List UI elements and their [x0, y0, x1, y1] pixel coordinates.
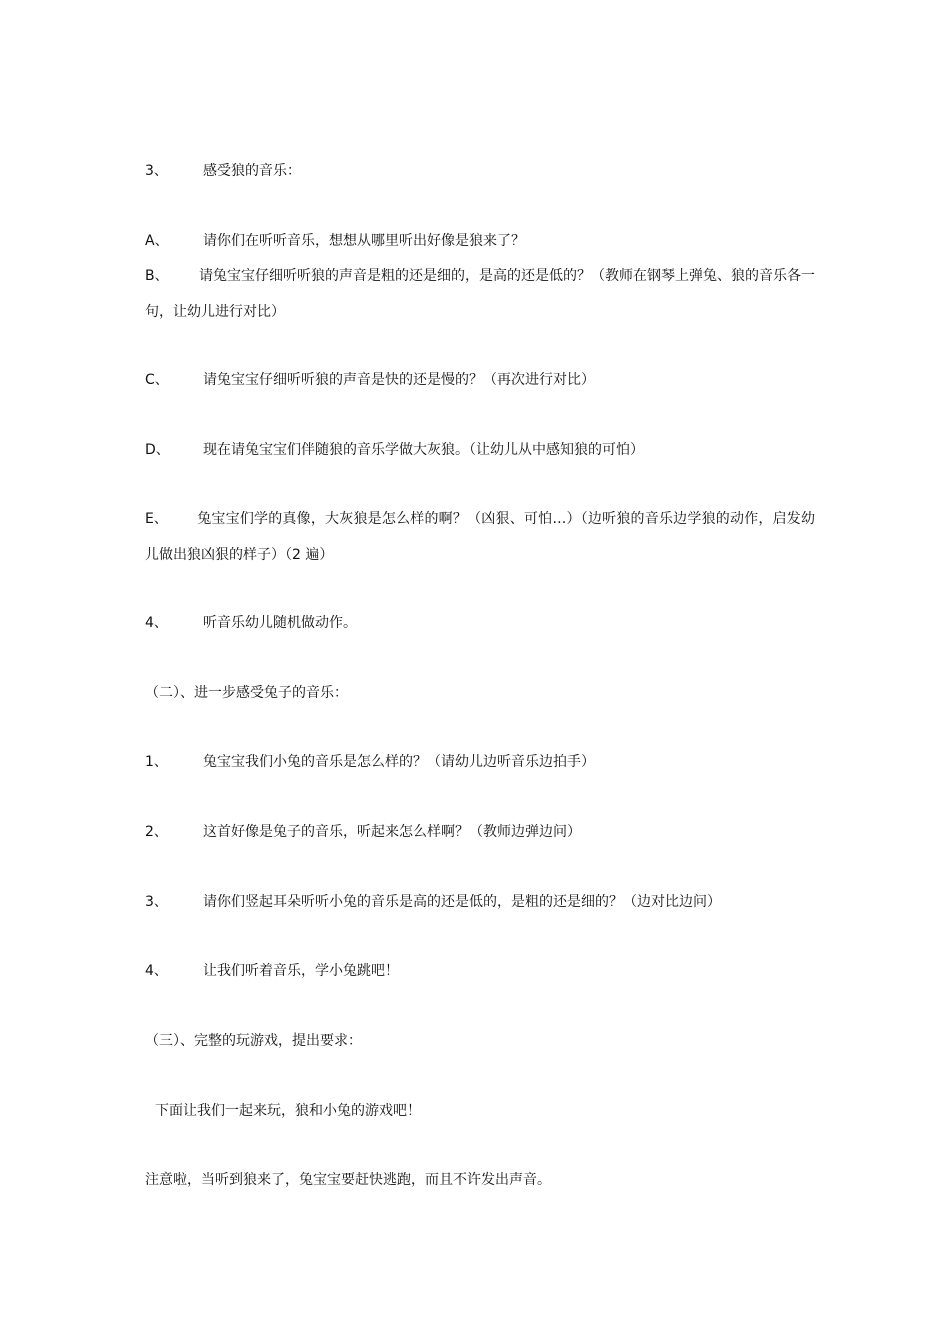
item-text: 兔宝宝们学的真像，大灰狼是怎么样的啊？（凶狠、可怕…）（边听狼的音乐边学狼的动作，启发幼儿做出狼凶狠的样子）（2 遍） [145, 511, 815, 563]
item-marker: 4、 [145, 963, 168, 979]
section-2-heading [145, 683, 815, 703]
paragraph-text: 下面让我们一起来玩，狼和小兔的游戏吧！ [155, 1103, 421, 1119]
item-d [145, 440, 815, 460]
paragraph-text: 注意啦，当听到狼来了，兔宝宝要赶快逃跑，而且不许发出声音。 [145, 1172, 551, 1188]
item-3-heading [145, 161, 815, 181]
item-e [145, 501, 815, 573]
item-b [145, 258, 815, 330]
item-3 [145, 892, 815, 912]
item-text: 听音乐幼儿随机做动作。 [203, 615, 357, 631]
item-2 [145, 822, 815, 842]
item-text: 兔宝宝我们小兔的音乐是怎么样的？（请幼儿边听音乐边拍手） [203, 754, 595, 770]
item-4-heading [145, 613, 815, 633]
item-text: 这首好像是兔子的音乐，听起来怎么样啊？（教师边弹边问） [203, 824, 581, 840]
item-marker: E、 [145, 511, 168, 527]
item-1 [145, 752, 815, 772]
item-text: 请你们竖起耳朵听听小兔的音乐是高的还是低的，是粗的还是细的？（边对比边问） [203, 894, 721, 910]
item-a [145, 231, 815, 251]
section-heading-text: （二）、进一步感受兔子的音乐： [145, 685, 348, 701]
section-3-heading [145, 1031, 815, 1051]
item-marker: D、 [145, 442, 170, 458]
item-marker: 2、 [145, 824, 168, 840]
item-marker: 3、 [145, 163, 168, 179]
item-text: 现在请兔宝宝们伴随狼的音乐学做大灰狼。（让幼儿从中感知狼的可怕） [203, 442, 644, 458]
section-heading-text: （三）、完整的玩游戏，提出要求： [145, 1033, 362, 1049]
item-4 [145, 961, 815, 981]
item-text: 让我们听着音乐，学小兔跳吧！ [203, 963, 399, 979]
paragraph-invite [155, 1101, 825, 1121]
item-c [145, 370, 815, 390]
item-marker: 3、 [145, 894, 168, 910]
item-marker: C、 [145, 372, 169, 388]
item-text: 请你们在听听音乐，想想从哪里听出好像是狼来了？ [203, 233, 525, 249]
item-text: 请兔宝宝仔细听听狼的声音是快的还是慢的？（再次进行对比） [203, 372, 595, 388]
item-marker: 4、 [145, 615, 168, 631]
paragraph-notice [145, 1170, 815, 1190]
item-text: 感受狼的音乐： [203, 163, 301, 179]
item-marker: 1、 [145, 754, 168, 770]
item-marker: A、 [145, 233, 169, 249]
item-text: 请兔宝宝仔细听听狼的声音是粗的还是细的，是高的还是低的？（教师在钢琴上弹兔、狼的音乐各一句，让幼儿进行对比） [145, 268, 815, 320]
item-marker: B、 [145, 268, 169, 284]
